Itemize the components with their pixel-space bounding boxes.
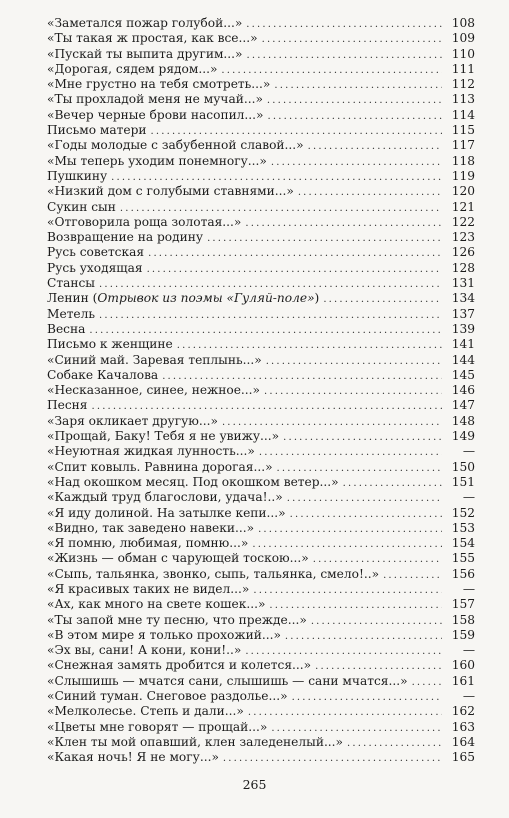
toc-entry-page: 157: [451, 597, 475, 612]
toc-entry-title: Метель: [47, 306, 96, 321]
toc-entry: [47, 658, 475, 673]
dot-leader: [323, 292, 442, 306]
toc-entry-page: 119: [451, 168, 475, 183]
page-number: 265: [242, 777, 267, 792]
toc-entry: [47, 383, 475, 398]
toc-entry-page: 154: [451, 536, 475, 551]
toc-entry-title: «Годы молодые с забубенной славой...»: [47, 138, 304, 153]
toc-entry: [47, 200, 475, 215]
toc-entry-title: «Клен ты мой опавший, клен заледенелый...»: [47, 734, 344, 749]
dot-leader: [151, 124, 442, 138]
toc-entry-page: 163: [451, 719, 475, 734]
toc-entry-page: 137: [451, 306, 475, 321]
toc-entry-page: 117: [451, 138, 475, 153]
toc-entry-title: Письмо к женщине: [47, 337, 173, 352]
dot-leader: [268, 109, 442, 123]
toc-entry: [47, 291, 475, 306]
toc-entry-page: 161: [451, 673, 475, 688]
toc-entry-page: —: [462, 689, 475, 704]
toc-entry-title: «Цветы мне говорят — прощай...»: [47, 719, 268, 734]
toc-entry-title: «Каждый труд благослови, удача!..»: [47, 490, 283, 505]
toc-entry-title: Стансы: [47, 276, 95, 291]
toc-entry: [47, 750, 475, 765]
dot-leader: [271, 721, 442, 735]
toc-entry-page: 126: [451, 245, 475, 260]
toc-entry-page: 114: [451, 107, 475, 122]
dot-leader: [245, 644, 442, 658]
toc-entry-page: 159: [451, 627, 475, 642]
dot-leader: [99, 277, 442, 291]
dot-leader: [343, 476, 442, 490]
toc-entry-page: 152: [451, 505, 475, 520]
toc-entry-page: 113: [451, 92, 475, 107]
dot-leader: [412, 675, 442, 689]
toc-entry-page: 147: [451, 398, 475, 413]
toc-entry-page: 165: [451, 750, 475, 765]
toc-entry: [47, 16, 475, 31]
toc-entry-title: «Спит ковыль. Равнина дорогая...»: [47, 459, 273, 474]
toc-entry-title: «Пускай ты выпита другим...»: [47, 46, 243, 61]
toc-entry-page: 118: [451, 153, 475, 168]
toc-entry: [47, 597, 475, 612]
dot-leader: [271, 155, 442, 169]
dot-leader: [111, 170, 442, 184]
toc-entry: [47, 720, 475, 735]
toc-entry: [47, 215, 475, 230]
dot-leader: [298, 185, 442, 199]
toc-entry-title: «Мелколесье. Степь и дали...»: [47, 704, 244, 719]
toc-entry-page: 155: [451, 551, 475, 566]
toc-entry-page: 134: [451, 291, 475, 306]
toc-entry: [47, 353, 475, 368]
toc-entry-title: Пушкину: [47, 168, 108, 183]
dot-leader: [91, 399, 442, 413]
toc-entry-title: «Синий туман. Снеговое раздолье...»: [47, 689, 288, 704]
toc-entry: [47, 261, 475, 276]
toc-entry: [47, 184, 475, 199]
dot-leader: [264, 384, 442, 398]
toc-entry-page: 120: [451, 184, 475, 199]
dot-leader: [246, 17, 442, 31]
toc-entry-title: «Синий май. Заревая теплынь...»: [47, 352, 262, 367]
toc-entry-title: «Несказанное, синее, нежное...»: [47, 383, 261, 398]
toc-entry-page: 141: [451, 337, 475, 352]
toc-entry-page: —: [462, 444, 475, 459]
toc-entry-title: «Жизнь — обман с чарующей тоскою...»: [47, 551, 309, 566]
toc-entry-title: «Эх вы, сани! А кони, кони!..»: [47, 643, 242, 658]
toc-entry-page: 139: [451, 321, 475, 336]
toc-entry-title: Ленин (Отрывок из поэмы «Гуляй-поле»): [47, 291, 320, 306]
toc-entry: [47, 123, 475, 138]
toc-entry: [47, 674, 475, 689]
toc-entry-page: 153: [451, 520, 475, 535]
toc-entry-page: 148: [451, 413, 475, 428]
dot-leader: [266, 354, 442, 368]
toc-entry: [47, 62, 475, 77]
toc-entry-page: 144: [451, 352, 475, 367]
toc-entry-title: «Ты такая ж простая, как все...»: [47, 31, 258, 46]
toc-entry-page: 109: [451, 31, 475, 46]
toc-entry: [47, 490, 475, 505]
dot-leader: [253, 583, 442, 597]
dot-leader: [177, 338, 442, 352]
toc-entry-title: «Низкий дом с голубыми ставнями...»: [47, 184, 294, 199]
dot-leader: [267, 93, 442, 107]
dot-leader: [262, 32, 442, 46]
dot-leader: [245, 216, 442, 230]
dot-leader: [120, 201, 442, 215]
toc-entry-page: 145: [451, 367, 475, 382]
dot-leader: [283, 430, 442, 444]
toc-entry-page: —: [462, 581, 475, 596]
dot-leader: [221, 63, 442, 77]
toc-entry-page: 115: [451, 123, 475, 138]
toc-entry: [47, 613, 475, 628]
toc-entry: [47, 307, 475, 322]
toc-entry-title: «Слышишь — мчатся сани, слышишь — сани мчатся...»: [47, 673, 408, 688]
toc-entry-page: —: [462, 490, 475, 505]
toc-entry-page: 123: [451, 230, 475, 245]
toc-entry: [47, 460, 475, 475]
toc-entry-title: «Сыпь, тальянка, звонко, сыпь, тальянка, смело!..»: [47, 566, 380, 581]
toc-entry-title: «Вечер черные брови насопил...»: [47, 107, 264, 122]
toc-entry-page: 131: [451, 276, 475, 291]
toc-entry: [47, 276, 475, 291]
toc-entry-title: Собаке Качалова: [47, 367, 159, 382]
toc-entry-page: 110: [451, 46, 475, 61]
toc-entry-title: «Мы теперь уходим понемногу...»: [47, 153, 267, 168]
toc-entry-title: «Видно, так заведено навеки...»: [47, 520, 255, 535]
dot-leader: [285, 629, 442, 643]
toc-entry: [47, 506, 475, 521]
toc-entry-title: «Какая ночь! Я не могу...»: [47, 750, 219, 765]
toc-entry-title: «Я помню, любимая, помню...»: [47, 536, 249, 551]
dot-leader: [162, 369, 442, 383]
toc-entry-title: «Ах, как много на свете кошек...»: [47, 597, 266, 612]
toc-entry-title: «Заря окликает другую...»: [47, 413, 218, 428]
table-of-contents: [47, 16, 475, 766]
toc-entry: [47, 138, 475, 153]
toc-entry: [47, 77, 475, 92]
toc-entry: [47, 169, 475, 184]
toc-entry-title: «Над окошком месяц. Под окошком ветер...»: [47, 474, 339, 489]
toc-entry-subtitle: Отрывок из поэмы «Гуляй-поле»: [97, 291, 315, 306]
toc-entry-title: «В этом мире я только прохожий...»: [47, 627, 281, 642]
dot-leader: [269, 598, 442, 612]
toc-entry-title: «Прощай, Баку! Тебя я не увижу...»: [47, 429, 280, 444]
dot-leader: [290, 507, 442, 521]
dot-leader: [99, 308, 442, 322]
toc-entry: [47, 582, 475, 597]
toc-entry-page: 162: [451, 704, 475, 719]
toc-entry: [47, 108, 475, 123]
toc-entry-title: «Я иду долиной. На затылке кепи...»: [47, 505, 286, 520]
toc-entry-title: «Ты запой мне ту песню, что прежде...»: [47, 612, 307, 627]
toc-entry: [47, 414, 475, 429]
dot-leader: [223, 751, 442, 765]
toc-entry: [47, 643, 475, 658]
dot-leader: [147, 262, 442, 276]
dot-leader: [89, 323, 442, 337]
dot-leader: [315, 659, 442, 673]
toc-entry-page: 108: [451, 16, 475, 30]
toc-entry-title: «Дорогая, сядем рядом...»: [47, 61, 218, 76]
toc-entry-title: Весна: [47, 321, 86, 336]
toc-entry-page: 164: [451, 734, 475, 749]
dot-leader: [148, 246, 442, 260]
toc-entry-title: «Снежная замять дробится и колется...»: [47, 658, 312, 673]
toc-entry: [47, 31, 475, 46]
toc-entry-page: 150: [451, 459, 475, 474]
toc-entry: [47, 536, 475, 551]
dot-leader: [311, 614, 442, 628]
toc-entry-title: Песня: [47, 398, 88, 413]
toc-entry-title: «Заметался пожар голубой...»: [47, 16, 243, 30]
toc-entry: [47, 368, 475, 383]
dot-leader: [277, 461, 442, 475]
dot-leader: [252, 537, 442, 551]
toc-entry: [47, 322, 475, 337]
toc-entry: [47, 567, 475, 582]
toc-entry: [47, 689, 475, 704]
toc-entry-title: Сукин сын: [47, 199, 116, 214]
toc-entry-title: Русь уходящая: [47, 260, 143, 275]
toc-entry-title: Русь советская: [47, 245, 145, 260]
toc-entry: [47, 521, 475, 536]
toc-entry-page: 112: [451, 77, 475, 92]
toc-entry: [47, 398, 475, 413]
toc-entry-page: 151: [451, 474, 475, 489]
toc-entry-title: «Ты прохладой меня не мучай...»: [47, 92, 263, 107]
toc-entry-page: 128: [451, 260, 475, 275]
dot-leader: [259, 445, 442, 459]
toc-entry-page: 149: [451, 429, 475, 444]
toc-entry: [47, 704, 475, 719]
toc-entry-page: 122: [451, 214, 475, 229]
dot-leader: [308, 139, 442, 153]
toc-entry-title: Письмо матери: [47, 123, 147, 138]
toc-entry-page: 121: [451, 199, 475, 214]
toc-entry-title: «Отговорила роща золотая...»: [47, 214, 242, 229]
toc-entry-title: «Я красивых таких не видел...»: [47, 581, 250, 596]
dot-leader: [287, 491, 442, 505]
toc-entry: [47, 735, 475, 750]
toc-entry-page: 160: [451, 658, 475, 673]
toc-entry-page: 156: [451, 566, 475, 581]
dot-leader: [247, 48, 442, 62]
dot-leader: [248, 705, 442, 719]
toc-entry: [47, 551, 475, 566]
toc-entry: [47, 337, 475, 352]
dot-leader: [222, 415, 442, 429]
dot-leader: [292, 690, 442, 704]
toc-entry-page: 111: [451, 61, 475, 76]
toc-entry: [47, 154, 475, 169]
dot-leader: [207, 231, 442, 245]
toc-entry: [47, 628, 475, 643]
toc-entry: [47, 47, 475, 62]
toc-entry-title: «Неуютная жидкая лунность...»: [47, 444, 255, 459]
toc-entry: [47, 92, 475, 107]
dot-leader: [313, 552, 442, 566]
toc-entry-title: Возвращение на родину: [47, 230, 204, 245]
dot-leader: [383, 568, 442, 582]
toc-entry: [47, 475, 475, 490]
toc-entry: [47, 429, 475, 444]
toc-entry-page: 158: [451, 612, 475, 627]
toc-entry: [47, 444, 475, 459]
toc-entry: [47, 230, 475, 245]
toc-entry-page: —: [462, 643, 475, 658]
toc-entry-title: «Мне грустно на тебя смотреть...»: [47, 77, 271, 92]
toc-entry-page: 146: [451, 383, 475, 398]
dot-leader: [258, 522, 442, 536]
dot-leader: [274, 78, 442, 92]
toc-entry: [47, 245, 475, 260]
dot-leader: [347, 736, 442, 750]
